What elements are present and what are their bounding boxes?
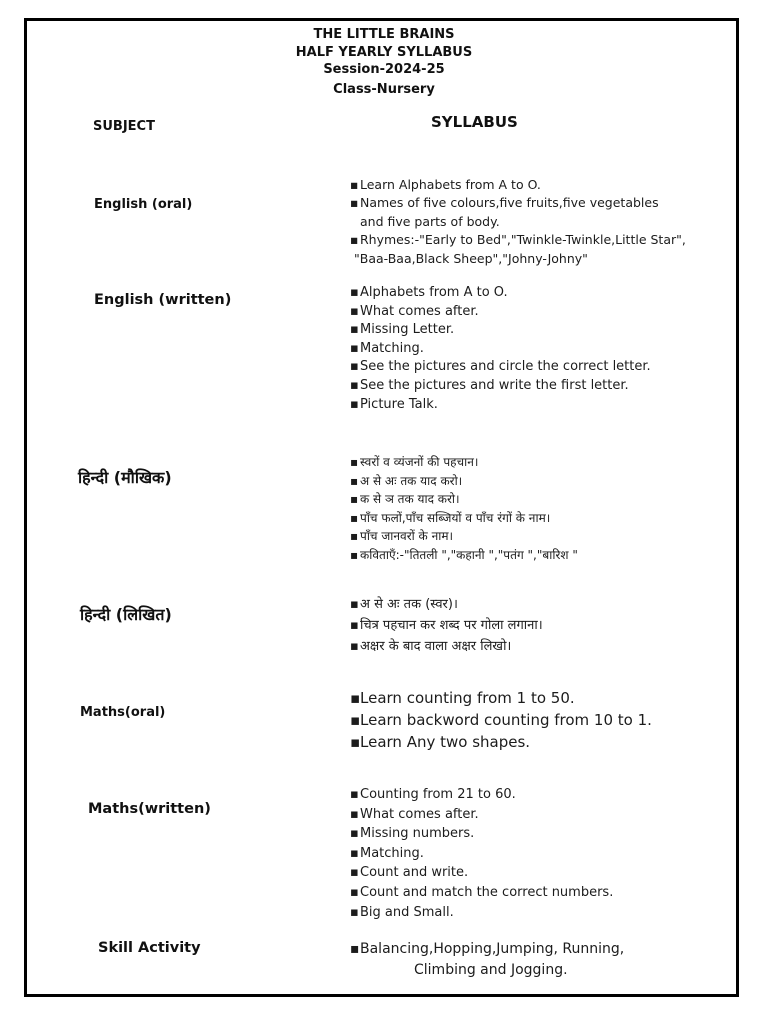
list-item: ▪ Picture Talk.	[350, 396, 651, 415]
subject-skill-activity: Skill Activity	[98, 940, 201, 956]
subject-maths-oral: Maths(oral)	[80, 705, 166, 720]
document-title: HALF YEARLY SYLLABUS	[295, 44, 473, 60]
list-item: ▪ Count and write.	[350, 863, 613, 883]
list-item: ▪ What comes after.	[350, 303, 651, 322]
list-item: ▪ Learn counting from 1 to 50.	[350, 687, 652, 709]
list-item: ▪ Alphabets from A to O.	[350, 284, 651, 303]
list-item: ▪ स्वरों व व्यंजनों की पहचान।	[350, 453, 578, 472]
list-item: ▪ Big and Small.	[350, 903, 613, 923]
subject-english-oral: English (oral)	[94, 197, 193, 212]
list-item: ▪ Missing numbers.	[350, 824, 613, 844]
maths-written-syllabus	[350, 785, 613, 922]
english-oral-syllabus	[350, 176, 686, 268]
list-item: Climbing and Jogging.	[414, 961, 568, 978]
hindi-oral-syllabus	[350, 453, 578, 565]
list-item: and five parts of body.	[360, 213, 500, 229]
list-item: ▪ Rhymes:-"Early to Bed","Twinkle-Twinkle,Little Star",	[350, 231, 686, 249]
list-item: ▪ Learn Any two shapes.	[350, 731, 652, 753]
list-item: ▪ Learn Alphabets from A to O.	[350, 176, 686, 194]
skill-activity-syllabus	[350, 939, 624, 980]
list-item: ▪ क से ञ तक याद करो।	[350, 490, 578, 509]
subject-column-heading: SUBJECT	[93, 119, 155, 134]
maths-oral-syllabus	[350, 687, 652, 753]
subject-maths-written: Maths(written)	[88, 801, 211, 817]
list-item: ▪ पाँच जानवरों के नाम।	[350, 527, 578, 546]
list-item: ▪ See the pictures and write the first letter.	[350, 377, 651, 396]
list-item: ▪ See the pictures and circle the correct letter.	[350, 358, 651, 377]
english-written-syllabus	[350, 284, 651, 414]
session-label: Session-2024-25	[323, 62, 445, 77]
list-item: ▪ Matching.	[350, 844, 613, 864]
subject-english-written: English (written)	[94, 292, 232, 308]
syllabus-column-heading: SYLLABUS	[431, 113, 518, 131]
list-item: ▪ Missing Letter.	[350, 321, 651, 340]
list-item: ▪ Learn backword counting from 10 to 1.	[350, 709, 652, 731]
list-item: ▪ अ से अः तक (स्वर)।	[350, 594, 543, 615]
list-item: ▪ What comes after.	[350, 805, 613, 825]
list-item: "Baa-Baa,Black Sheep","Johny-Johny"	[354, 250, 588, 266]
class-label: Class-Nursery	[333, 81, 435, 97]
list-item: ▪ अ से अः तक याद करो।	[350, 472, 578, 491]
list-item: ▪ चित्र पहचान कर शब्द पर गोला लगाना।	[350, 615, 543, 636]
list-item: ▪ अक्षर के बाद वाला अक्षर लिखो।	[350, 636, 543, 657]
school-name: THE LITTLE BRAINS	[313, 27, 455, 42]
list-item: ▪ Count and match the correct numbers.	[350, 883, 613, 903]
document-header	[0, 26, 768, 98]
subject-hindi-written: हिन्दी (लिखित)	[80, 605, 172, 624]
list-item: ▪ Names of five colours,five fruits,five vegetables	[350, 194, 686, 212]
list-item: ▪ Counting from 21 to 60.	[350, 785, 613, 805]
list-item: ▪ Matching.	[350, 340, 651, 359]
subject-hindi-oral: हिन्दी (मौखिक)	[78, 468, 172, 487]
hindi-written-syllabus	[350, 594, 543, 657]
list-item: ▪ Balancing,Hopping,Jumping, Running,	[350, 939, 624, 960]
list-item: ▪ कविताएँ:-"तितली ","कहानी ","पतंग ","बारिश "	[350, 546, 578, 565]
list-item: ▪ पाँच फलों,पाँच सब्जियों व पाँच रंगों के नाम।	[350, 509, 578, 528]
